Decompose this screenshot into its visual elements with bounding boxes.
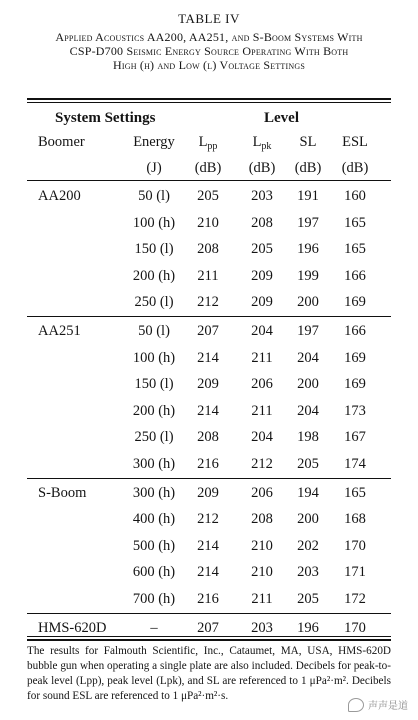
cell-lpk: 209 xyxy=(251,294,273,311)
header-sl: SL xyxy=(299,134,317,150)
caption-line-1: Applied Acoustics AA200, AA251, and S-Boom Systems With xyxy=(55,30,363,44)
cell-energy: 100 (h) xyxy=(132,349,176,366)
cell-energy: 500 (h) xyxy=(132,537,176,554)
cell-esl: 166 xyxy=(344,267,366,284)
group-rule xyxy=(27,478,391,479)
cell-energy: 300 (h) xyxy=(132,456,176,472)
cell-lpk: 208 xyxy=(251,511,273,528)
cell-sl: 191 xyxy=(297,188,319,204)
group-rule xyxy=(27,613,391,614)
cell-lpk: 211 xyxy=(251,349,273,366)
system-name: S-Boom xyxy=(38,484,87,501)
cell-lpk: 212 xyxy=(251,456,273,472)
cell-sl: 202 xyxy=(297,537,319,554)
cell-esl: 165 xyxy=(344,214,366,231)
caption-line-3: High (h) and Low (l) Voltage Settings xyxy=(113,58,305,72)
cell-energy: – xyxy=(150,619,158,636)
cell-energy: 200 (h) xyxy=(132,267,176,284)
cell-sl: 205 xyxy=(297,591,319,607)
cell-sl: 204 xyxy=(297,402,319,419)
cell-esl: 167 xyxy=(344,429,366,446)
cell-lpp: 216 xyxy=(197,456,219,472)
header-energy-unit: (J) xyxy=(146,160,162,176)
cell-lpk: 206 xyxy=(251,484,273,501)
cell-lpp: 214 xyxy=(197,537,219,554)
cell-lpp: 209 xyxy=(197,484,219,501)
cell-lpp: 209 xyxy=(197,376,219,393)
cell-esl: 174 xyxy=(344,456,366,472)
cell-energy: 250 (l) xyxy=(134,429,174,446)
cell-esl: 166 xyxy=(344,323,366,339)
header-lpk-unit: (dB) xyxy=(248,160,276,176)
cell-lpp: 207 xyxy=(197,619,219,636)
cell-lpk: 205 xyxy=(251,241,273,258)
cell-sl: 200 xyxy=(297,511,319,528)
table-title: TABLE IV xyxy=(178,11,240,26)
cell-esl: 171 xyxy=(344,564,366,581)
cell-esl: 172 xyxy=(344,591,366,607)
header-system-settings: System Settings xyxy=(55,110,156,126)
header-esl: ESL xyxy=(342,134,368,150)
cell-energy: 400 (h) xyxy=(132,511,176,528)
cell-energy: 150 (l) xyxy=(134,376,174,393)
cell-lpk: 206 xyxy=(251,376,273,393)
header-level: Level xyxy=(264,110,299,126)
cell-lpp: 205 xyxy=(197,188,219,204)
cell-sl: 196 xyxy=(297,619,319,636)
cell-lpp: 207 xyxy=(197,323,219,339)
cell-lpp: 214 xyxy=(197,349,219,366)
cell-lpk: 211 xyxy=(251,591,273,607)
header-lpp-unit: (dB) xyxy=(194,160,222,176)
cell-sl: 203 xyxy=(297,564,319,581)
cell-lpk: 211 xyxy=(251,402,273,419)
cell-sl: 198 xyxy=(297,429,319,446)
cell-lpp: 212 xyxy=(197,511,219,528)
bottom-rule-thick xyxy=(27,639,391,641)
cell-energy: 200 (h) xyxy=(132,402,176,419)
system-name: HMS-620D xyxy=(38,619,107,636)
header-sl-unit: (dB) xyxy=(294,160,322,176)
top-rule-thin xyxy=(27,102,391,103)
cell-lpp: 214 xyxy=(197,564,219,581)
cell-energy: 600 (h) xyxy=(132,564,176,581)
cell-energy: 150 (l) xyxy=(134,241,174,258)
cell-sl: 197 xyxy=(297,323,319,339)
cell-esl: 170 xyxy=(344,619,366,636)
header-lpp: $L_{pp}$ xyxy=(198,134,218,152)
cell-sl: 196 xyxy=(297,241,319,258)
cell-lpk: 208 xyxy=(251,214,273,231)
group-rule xyxy=(27,316,391,317)
cell-esl: 169 xyxy=(344,349,366,366)
cell-lpk: 210 xyxy=(251,564,273,581)
watermark xyxy=(348,697,408,712)
cell-lpk: 203 xyxy=(251,619,273,636)
cell-esl: 168 xyxy=(344,511,366,528)
cell-lpp: 214 xyxy=(197,402,219,419)
cell-energy: 700 (h) xyxy=(132,591,176,607)
system-name: AA200 xyxy=(38,188,81,204)
cell-energy: 250 (l) xyxy=(134,294,174,311)
cell-lpp: 210 xyxy=(197,214,219,231)
cell-esl: 169 xyxy=(344,376,366,393)
cell-lpk: 209 xyxy=(251,267,273,284)
cell-energy: 300 (h) xyxy=(132,484,176,501)
cell-lpp: 211 xyxy=(197,267,219,284)
cell-sl: 200 xyxy=(297,294,319,311)
cell-esl: 169 xyxy=(344,294,366,311)
cell-lpp: 208 xyxy=(197,429,219,446)
cell-esl: 173 xyxy=(344,402,366,419)
cell-lpk: 204 xyxy=(251,323,273,339)
watermark-text: 声声是道 xyxy=(368,701,408,712)
cell-esl: 165 xyxy=(344,484,366,501)
cell-lpp: 208 xyxy=(197,241,219,258)
cell-sl: 194 xyxy=(297,484,319,501)
cell-sl: 204 xyxy=(297,349,319,366)
system-name: AA251 xyxy=(38,323,81,339)
header-lpk: $L_{pk}$ xyxy=(252,134,272,152)
cell-sl: 197 xyxy=(297,214,319,231)
cell-esl: 165 xyxy=(344,241,366,258)
top-rule xyxy=(27,98,391,100)
header-esl-unit: (dB) xyxy=(341,160,369,176)
cell-energy: 50 (l) xyxy=(138,188,170,204)
cell-sl: 205 xyxy=(297,456,319,472)
cell-esl: 160 xyxy=(344,188,366,204)
cell-lpk: 203 xyxy=(251,188,273,204)
chat-bubble-icon xyxy=(348,698,364,712)
cell-esl: 170 xyxy=(344,537,366,554)
cell-lpp: 212 xyxy=(197,294,219,311)
cell-energy: 100 (h) xyxy=(132,214,176,231)
table-footnote: The results for Falmouth Scientific, Inc., Cataumet, MA, USA, HMS-620D bubble gun when operating a single plate are also included. Decibels for peak-to-peak level (Lpp), peak level (Lpk), and SL are referenced to 1 μPa²·m². Decibels for sound ESL are referenced to 1 μPa²·m²·s. xyxy=(27,645,391,702)
cell-sl: 199 xyxy=(297,267,319,284)
header-energy: Energy xyxy=(133,134,175,150)
cell-sl: 200 xyxy=(297,376,319,393)
caption-line-2: CSP-D700 Seismic Energy Source Operating With Both xyxy=(69,44,349,58)
header-boomer: Boomer xyxy=(38,134,85,150)
header-rule xyxy=(27,180,391,181)
cell-lpk: 210 xyxy=(251,537,273,554)
cell-lpk: 204 xyxy=(251,429,273,446)
cell-energy: 50 (l) xyxy=(138,323,170,339)
cell-lpp: 216 xyxy=(197,591,219,607)
bottom-rule xyxy=(27,636,391,637)
